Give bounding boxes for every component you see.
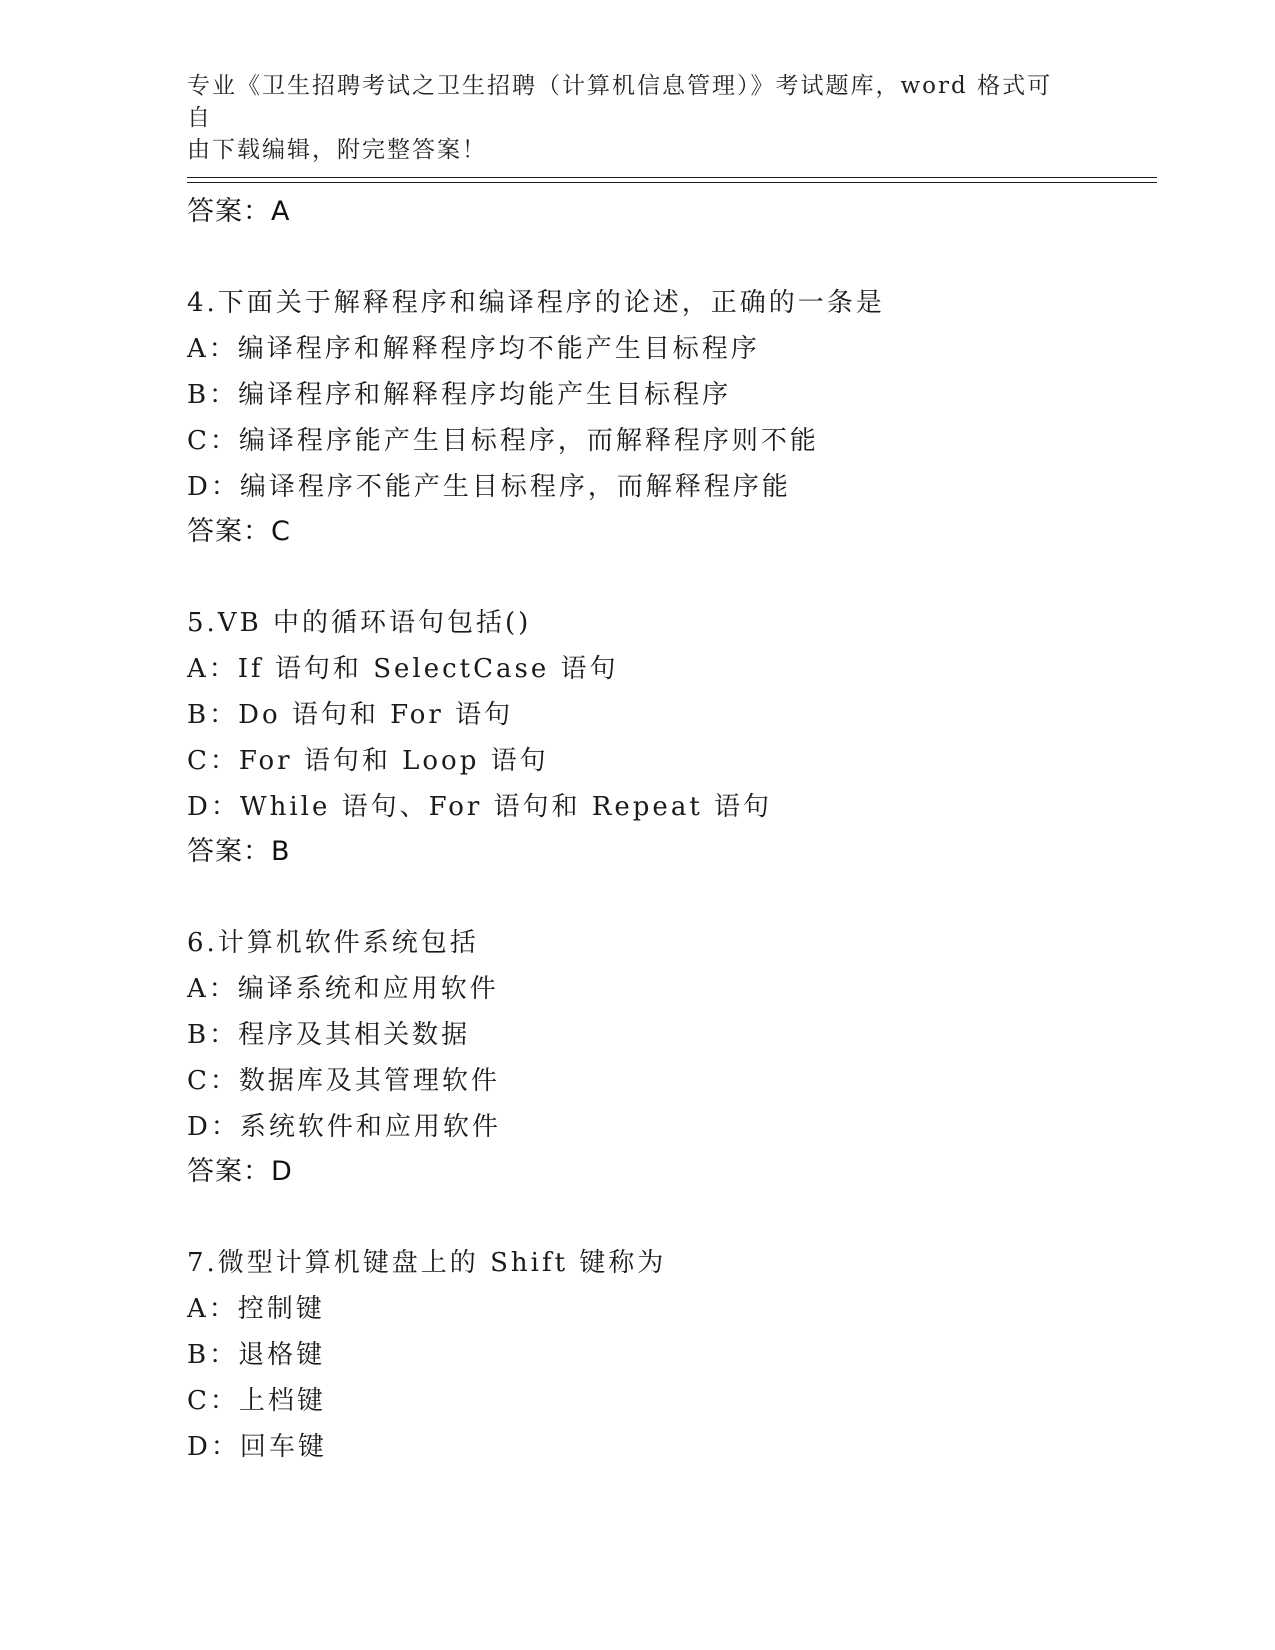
- option-a: A：编译程序和解释程序均不能产生目标程序: [187, 334, 760, 364]
- option-c: C：编译程序能产生目标程序，而解释程序则不能: [187, 426, 819, 456]
- option-a: A：控制键: [187, 1294, 325, 1324]
- option-d: D：编译程序不能产生目标程序，而解释程序能: [187, 472, 791, 502]
- answer-label: 答案：A: [187, 196, 291, 227]
- option-a: A：编译系统和应用软件: [187, 974, 499, 1004]
- question-block-4: [187, 280, 1187, 554]
- answer-label: 答案：C: [187, 516, 291, 547]
- option-a: A：If 语句和 SelectCase 语句: [187, 654, 619, 684]
- question-content: [187, 190, 1187, 1470]
- answer-label: 答案：B: [187, 836, 291, 867]
- question-title: 6.计算机软件系统包括: [187, 928, 479, 958]
- question-block-5: [187, 600, 1187, 874]
- option-c: C：上档键: [187, 1386, 326, 1416]
- option-b: B：Do 语句和 For 语句: [187, 700, 514, 730]
- question-title: 7.微型计算机键盘上的 Shift 键称为: [187, 1248, 667, 1278]
- option-b: B：程序及其相关数据: [187, 1020, 471, 1050]
- document-header: [187, 70, 1067, 166]
- option-c: C：For 语句和 Loop 语句: [187, 746, 549, 776]
- option-d: D：系统软件和应用软件: [187, 1112, 501, 1142]
- header-line-2: 由下载编辑，附完整答案！: [187, 137, 487, 163]
- header-rule-bottom: [187, 182, 1157, 183]
- option-d: D：While 语句、For 语句和 Repeat 语句: [187, 792, 773, 822]
- answer-label: 答案：D: [187, 1156, 293, 1187]
- question-block-6: [187, 920, 1187, 1194]
- question-title: 5.VB 中的循环语句包括(): [187, 608, 532, 638]
- question-block-7: [187, 1240, 1187, 1470]
- header-rule-top: [187, 177, 1157, 178]
- option-b: B：退格键: [187, 1340, 326, 1370]
- option-c: C：数据库及其管理软件: [187, 1066, 500, 1096]
- header-line-1: 专业《卫生招聘考试之卫生招聘（计算机信息管理）》考试题库，word 格式可自: [187, 73, 1053, 131]
- option-b: B：编译程序和解释程序均能产生目标程序: [187, 380, 732, 410]
- option-d: D：回车键: [187, 1432, 327, 1462]
- question-title: 4.下面关于解释程序和编译程序的论述，正确的一条是: [187, 288, 885, 318]
